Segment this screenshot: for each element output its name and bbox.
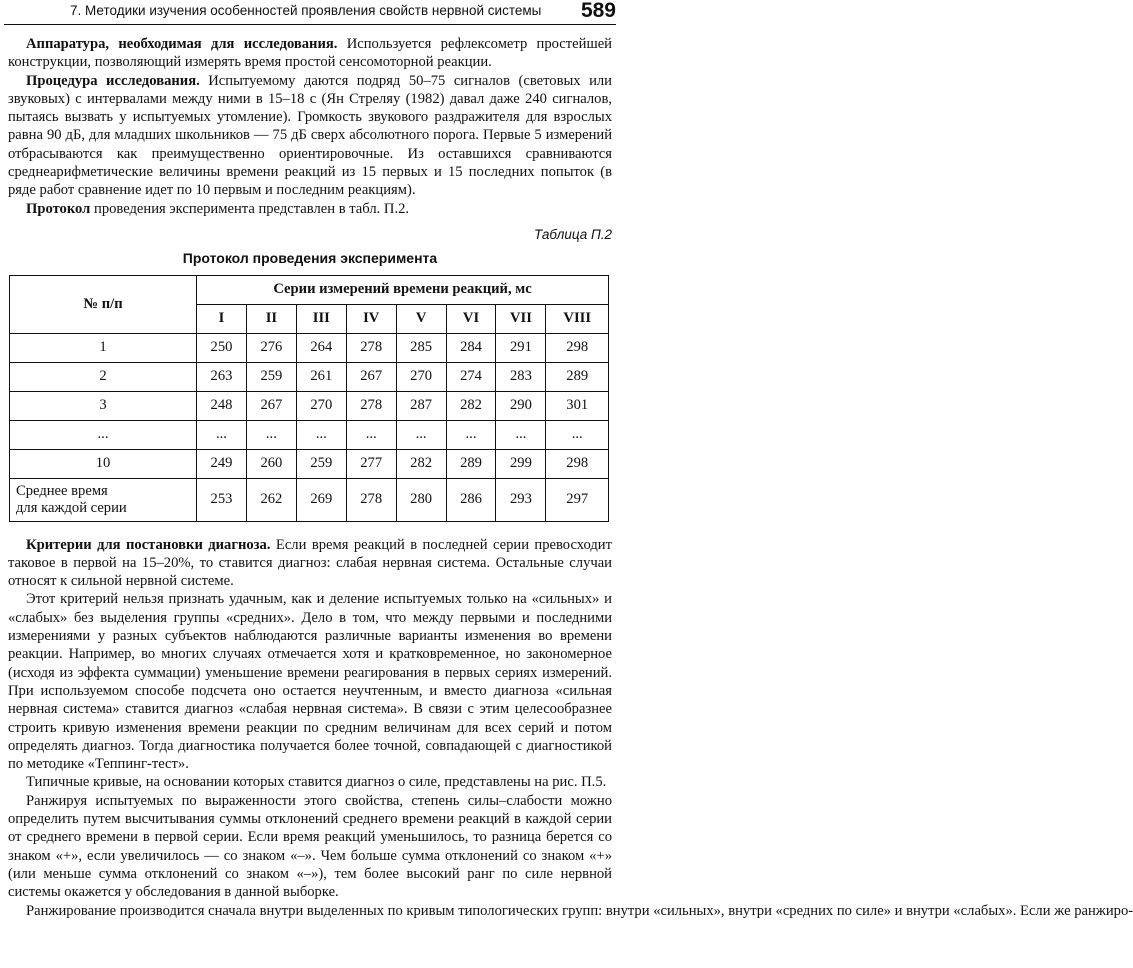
table-cell: 285 [396, 333, 446, 362]
table-cell: 282 [396, 449, 446, 478]
average-row [10, 478, 609, 521]
table-cell: 259 [246, 362, 296, 391]
table-label: Таблица П.2 [533, 226, 612, 242]
table-cell: 270 [296, 391, 346, 420]
table-cell: 249 [197, 449, 247, 478]
table-row [10, 420, 609, 449]
row-label: 1 [10, 333, 197, 362]
table-cell: 277 [346, 449, 396, 478]
table-cell: 267 [246, 391, 296, 420]
table-cell: ... [446, 420, 496, 449]
paragraph-ranking-groups: Ранжирование производится сначала внутри выделенных по кривым типологических групп: внутри «сильных», внутри «средних по силе» и внутри «слабых». Если же ранжиро- [26, 902, 1133, 919]
table-cell: 248 [197, 391, 247, 420]
table-row [10, 333, 609, 362]
table-cell: 284 [446, 333, 496, 362]
table-header-row [10, 275, 609, 304]
table-cell: ... [496, 420, 546, 449]
table-cell: 289 [546, 362, 609, 391]
row-label: 3 [10, 391, 197, 420]
table-cell: ... [396, 420, 446, 449]
paragraph-criteria [8, 536, 612, 591]
table-cell: 274 [446, 362, 496, 391]
table-cell: 291 [496, 333, 546, 362]
table-cell: 260 [246, 449, 296, 478]
table-cell: ... [346, 420, 396, 449]
table-cell: ... [296, 420, 346, 449]
average-cell: 280 [396, 478, 446, 521]
table-cell: 278 [346, 391, 396, 420]
row-label: ... [10, 420, 197, 449]
protocol-text: проведения эксперимента представлен в табл. П.2. [90, 200, 410, 217]
row-label: 2 [10, 362, 197, 391]
average-cell: 293 [496, 478, 546, 521]
paragraph-procedure [8, 72, 612, 200]
table-cell: 264 [296, 333, 346, 362]
table-cell: 263 [197, 362, 247, 391]
after-table-text [8, 536, 1133, 920]
table-cell: 276 [246, 333, 296, 362]
paragraph-ranking: Ранжируя испытуемых по выраженности этого свойства, степень силы–слабости можно определить путем высчитывания суммы отклонений среднего времени реакций в каждой серии от среднего времени в первой серии. Если время реакций уменьшилось, то разница берется со знаком «+», если увеличилось — со знаком «–». Чем больше сумма отклонений со знаком «+» (или меньше сумма отклонений со знаком «–»), тем более высокий ранг по силе нервной системы окажется у обследования в данной выборке. [8, 792, 612, 901]
table-cell: 278 [346, 333, 396, 362]
equipment-text: Используется рефлексометр простейшей конструкции, позволяющий измерять время простой сенсомоторной реакции. [8, 36, 612, 71]
page-number: 589 [580, 0, 616, 22]
procedure-text: Испытуемому даются подряд 50–75 сигналов (световых или звуковых) с интервалами между ними в 15–18 с (Ян Стреляу (1982) давал даже 240 сигналов, пытаясь вызвать у испытуемых утомление). Громкость звукового раздражителя для взрослых равна 90 дБ, для младших школьников — 75 дБ сверх абсолютного порога. Первые 5 измерений отбрасываются как преимущественно ориентировочные. Из оставшихся сравниваются среднеарифметические величины времени реакций из 15 первых и 15 последних попыток (в ряде работ сравнение идет по 10 первым и последним реакциям). [8, 72, 612, 199]
table-row [10, 449, 609, 478]
average-cell: 253 [197, 478, 247, 521]
series-header: I [197, 304, 247, 333]
series-header: III [296, 304, 346, 333]
average-cell: 269 [296, 478, 346, 521]
chapter-title: 7. Методики изучения особенностей проявления свойств нервной системы [70, 3, 542, 18]
running-header [4, 0, 616, 25]
average-cell: 286 [446, 478, 496, 521]
table-cell: 299 [496, 449, 546, 478]
criteria-heading: Критерии для постановки диагноза. [26, 536, 271, 553]
table-cell: 270 [396, 362, 446, 391]
series-header: VI [446, 304, 496, 333]
paragraph-equipment [8, 35, 612, 72]
series-header: V [396, 304, 446, 333]
table-cell: ... [546, 420, 609, 449]
table-cell: 283 [496, 362, 546, 391]
average-label [10, 478, 197, 521]
table-cell: 301 [546, 391, 609, 420]
series-group-header: Серии измерений времени реакций, мс [197, 275, 609, 304]
series-header: II [246, 304, 296, 333]
table-cell: 298 [546, 333, 609, 362]
criteria-text: Если время реакций в последней серии превосходит таковое в первой на 15–20%, то ставится диагноз: слабая нервная система. Остальные случаи относят к сильной нервной системе. [8, 536, 612, 590]
table-cell: ... [197, 420, 247, 449]
table-row [10, 362, 609, 391]
table-row [10, 391, 609, 420]
average-cell: 262 [246, 478, 296, 521]
equipment-heading: Аппаратура, необходимая для исследования. [26, 36, 338, 52]
row-number-header: № п/п [10, 275, 197, 333]
table-cell: 250 [197, 333, 247, 362]
table-title: Протокол проведения эксперимента [182, 250, 438, 267]
average-label-line1: Среднее время [16, 482, 108, 499]
table-cell: 267 [346, 362, 396, 391]
table-cell: 290 [496, 391, 546, 420]
procedure-heading: Процедура исследования. [26, 72, 200, 89]
table-cell: 259 [296, 449, 346, 478]
average-cell: 297 [546, 478, 609, 521]
table-cell: ... [246, 420, 296, 449]
table-cell: 289 [446, 449, 496, 478]
page-content [8, 35, 1133, 920]
average-cell: 278 [346, 478, 396, 521]
series-header: IV [346, 304, 396, 333]
table-cell: 287 [396, 391, 446, 420]
row-label: 10 [10, 449, 197, 478]
paragraph-protocol [8, 200, 612, 218]
table-cell: 261 [296, 362, 346, 391]
protocol-heading: Протокол [26, 200, 91, 217]
series-header: VII [496, 304, 546, 333]
table-cell: 282 [446, 391, 496, 420]
average-label-line2: для каждой серии [16, 499, 127, 516]
paragraph-critique: Этот критерий нельзя признать удачным, как и деление испытуемых только на «сильных» и «слабых» без выделения группы «средних». Дело в том, что между первыми и последними измерениями у разных субъектов наблюдаются различные варианты изменения во времени реакции. Например, во многих случаях отмечается хотя и кратковременное, но закономерное (исходя из эффекта суммации) уменьшение времени реагирования в первых сериях измерений. При используемом способе подсчета оно остается неучтенным, и вместо диагноза «сильная нервная система» ставится диагноз «слабая нервная система». В связи с этим целесообразнее строить кривую изменения времени реакции по средним величинам для всех серий и потом определять диагноз. Тогда диагностика получается более точной, совпадающей с диагностикой по методике «Теппинг-тест». [8, 591, 612, 773]
table-cell: 298 [546, 449, 609, 478]
series-header: VIII [546, 304, 609, 333]
paragraph-curves: Типичные кривые, на основании которых ставится диагноз о силе, представлены на рис. П.5. [26, 774, 607, 791]
protocol-table [9, 275, 609, 522]
